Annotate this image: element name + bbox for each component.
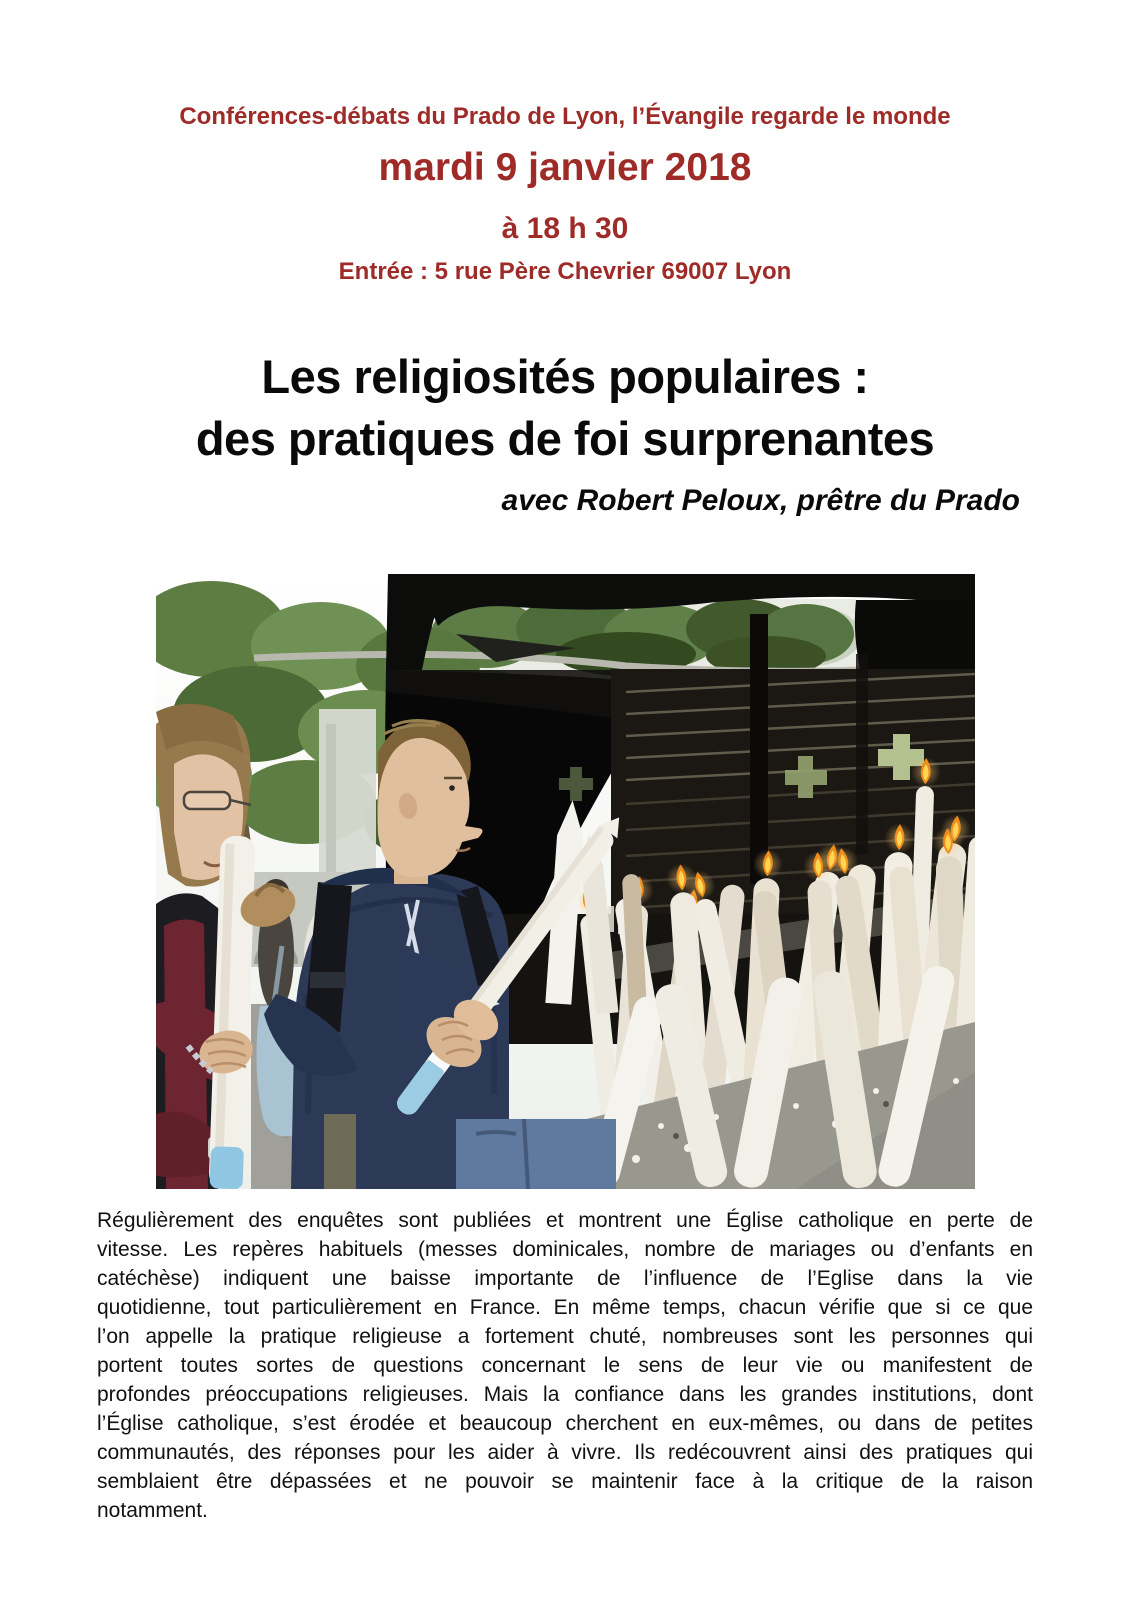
paragraph-line: communautés, des réponses pour les aider à vivre. Ils redécouvrent ainsi des pratiques qui <box>97 1441 1033 1464</box>
paragraph-line: profondes préoccupations religieuses. Mais la confiance dans les grandes institutions, dont <box>97 1383 1033 1406</box>
paragraph-line: l’Église catholique, s’est érodée et beaucoup cherchent en eux-mêmes, ou dans de petites <box>97 1412 1033 1435</box>
paragraph-line: catéchèse) indiquent une baisse importante de l’influence de l’Eglise dans la vie <box>97 1267 1033 1290</box>
paragraph-line: quotidienne, tout particulièrement en France. En même temps, chacun vérifie que si ce que <box>97 1296 1033 1319</box>
paragraph-line: l’on appelle la pratique religieuse a fortement chuté, nombreuses sont les personnes qui <box>97 1325 1033 1348</box>
photo-left-pilgrim <box>156 704 258 1189</box>
page-title-line-1: Les religiosités populaires : <box>261 350 869 403</box>
paragraph-line: Régulièrement des enquêtes sont publiées et montrent une Église catholique en perte de <box>97 1209 1033 1232</box>
photo-illustration <box>156 574 975 1189</box>
body-paragraph <box>97 1206 1033 1525</box>
photo-glasses-icon <box>184 792 230 809</box>
paragraph-line: notamment. <box>97 1499 208 1522</box>
paragraph-line: semblaient être dépassées et ne pouvoir se maintenir face à la critique de la raison <box>97 1470 1033 1493</box>
event-time: à 18 h 30 <box>501 212 629 245</box>
paragraph-line: portent toutes sortes de questions concernant le sens de leur vie ou manifestent de <box>97 1354 1033 1377</box>
event-photo <box>156 574 975 1189</box>
event-address: Entrée : 5 rue Père Chevrier 69007 Lyon <box>338 258 792 285</box>
page-title-line-2: des pratiques de foi surprenantes <box>195 412 935 465</box>
paragraph-line: vitesse. Les repères habituels (messes dominicales, nombre de mariages ou d’enfants en <box>97 1238 1033 1261</box>
series-line: Conférences-débats du Prado de Lyon, l’Évangile regarde le monde <box>179 103 951 130</box>
speaker-line: avec Robert Peloux, prêtre du Prado <box>501 484 1020 517</box>
event-date: mardi 9 janvier 2018 <box>378 146 752 189</box>
